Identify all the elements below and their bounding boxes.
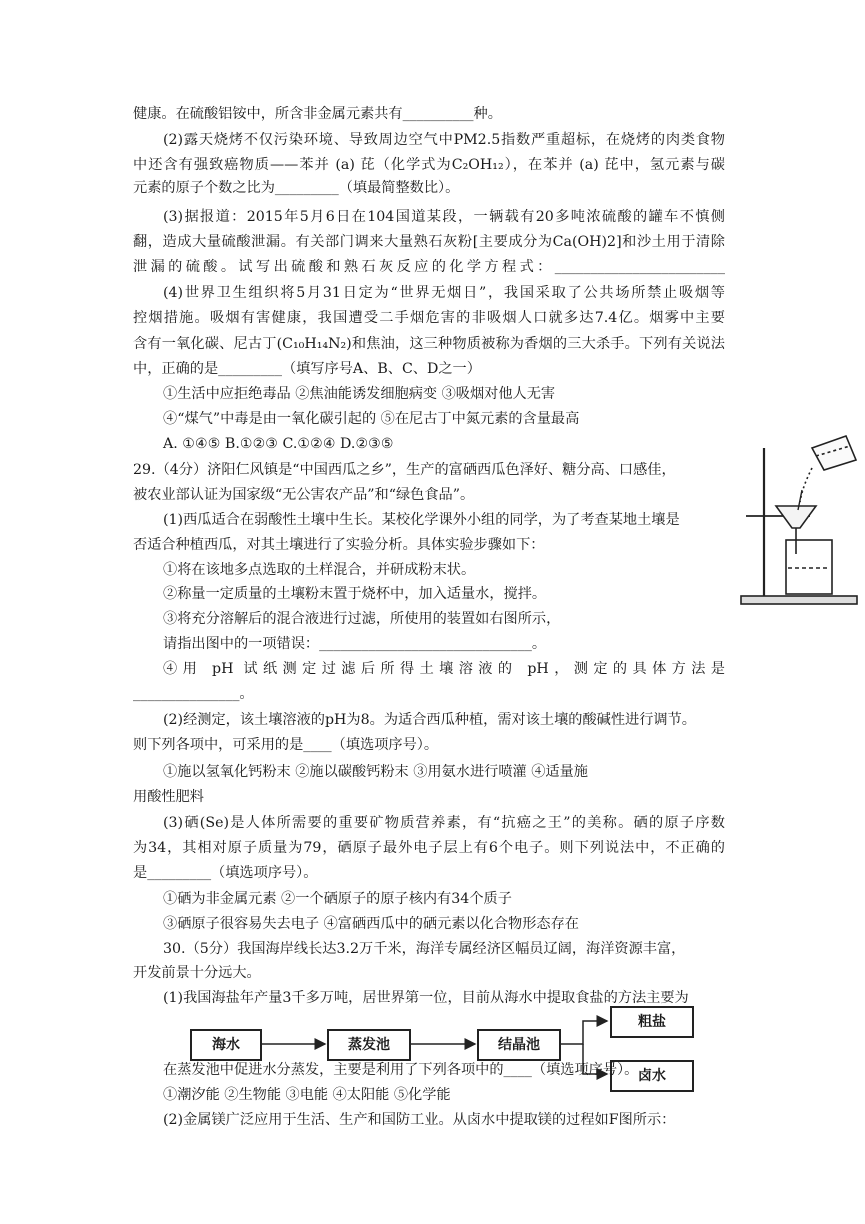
flow-box-brine: 卤水: [610, 1060, 694, 1092]
flow-box-crystallization-pond: 结晶池: [477, 1029, 561, 1061]
flow-box-seawater: 海水: [190, 1029, 262, 1061]
text-line: 含有一氧化碳、尼古丁(C₁₀H₁₄N₂)和焦油，这三种物质被称为香烟的三大杀手。下列有关说法: [133, 336, 725, 352]
beaker: [786, 540, 832, 594]
choice-line: A. ①④⑤ B.①②③ C.①②④ D.②③⑤: [163, 436, 394, 452]
text-line: (2)露天烧烤不仅污染环境、导致周边空气中PM2.5指数严重超标，在烧烤的肉类食物: [163, 132, 725, 148]
text-line: 请指出图中的一项错误：______________________________。: [163, 636, 547, 652]
option-line: ③硒原子很容易失去电子 ④富硒西瓜中的硒元素以化合物形态存在: [163, 916, 579, 932]
text-line: 健康。在硫酸铝铵中，所含非金属元素共有__________种。: [133, 106, 502, 122]
text-line: 在蒸发池中促进水分蒸发，主要是利用了下列各项中的____（填选项序号）。: [163, 1062, 639, 1078]
option-line: ④“煤气”中毒是由一氧化碳引起的 ⑤在尼古丁中氮元素的含量最高: [163, 411, 580, 427]
flow-box-evaporation-pond: 蒸发池: [327, 1029, 411, 1061]
pouring-beaker: [812, 436, 856, 470]
option-line: ①潮汐能 ②生物能 ③电能 ④太阳能 ⑤化学能: [163, 1087, 451, 1103]
question-30-line: 30.（5分）我国海岸线长达3.2万千米，海洋专属经济区幅员辽阔，海洋资源丰富，: [163, 941, 686, 957]
apparatus-base: [741, 596, 857, 604]
text-line: (3)据报道：2015年5月6日在104国道某段，一辆载有20多吨浓硫酸的罐车不慎侧: [163, 209, 725, 225]
option-line: ①硒为非金属元素 ②一个硒原子的原子核内有34个质子: [163, 891, 512, 907]
text-line: 被农业部认证为国家级“无公害农产品”和“绿色食品”。: [133, 487, 475, 503]
text-line: ③将充分溶解后的混合液进行过滤，所使用的装置如右图所示，: [163, 611, 561, 627]
option-line: ①生活中应拒绝毒品 ②焦油能诱发细胞病变 ③吸烟对他人无害: [163, 386, 556, 402]
text-line: 则下列各项中，可采用的是____（填选项序号）。: [133, 737, 439, 753]
text-line: (1)我国海盐年产量3千多万吨，居世界第一位，目前从海水中提取食盐的方法主要为: [163, 990, 689, 1006]
text-line: (2)金属镁广泛应用于生活、生产和国防工业。从卤水中提取镁的过程如F图所示：: [163, 1112, 676, 1128]
text-line: ②称量一定质量的土壤粉末置于烧杯中，加入适量水，搅拌。: [163, 586, 547, 602]
text-line: 开发前景十分远大。: [133, 965, 261, 981]
text-line: 中，正确的是_________（填写序号A、B、C、D之一）: [133, 361, 481, 377]
text-line: 翻，造成大量硫酸泄漏。有关部门调来大量熟石灰粉[主要成分为Ca(OH)2]和沙土用于清除: [133, 234, 725, 250]
text-line: (3)硒(Se)是人体所需要的重要矿物质营养素，有“抗癌之王”的美称。硒的原子序数: [163, 815, 725, 831]
sea-salt-flow-diagram: [190, 1014, 710, 1094]
funnel: [776, 506, 816, 528]
filtration-apparatus-illustration: [738, 428, 860, 608]
text-line: 元素的原子个数之比为_________（填最简整数比）。: [133, 180, 460, 196]
text-line: ④用 pH 试纸测定过滤后所得土壤溶液的 pH，测定的具体方法是: [163, 661, 725, 677]
text-line: _______________。: [133, 686, 254, 702]
arrow-to-crude-salt: [560, 1021, 607, 1044]
text-line: (4)世界卫生组织将5月31日定为“世界无烟日”，我国采取了公共场所禁止吸烟等: [163, 285, 725, 301]
liquid-stream: [800, 468, 812, 502]
text-line: ①将在该地多点选取的土样混合，并研成粉末状。: [163, 562, 476, 578]
text-line: 控烟措施。吸烟有害健康，我国遭受二手烟危害的非吸烟人口就多达7.4亿。烟雾中主要: [133, 310, 725, 326]
text-line: 是_________（填选项序号）。: [133, 865, 318, 881]
text-line: (2)经测定，该土壤溶液的pH为8。为适合西瓜种植，需对该土壤的酸碱性进行调节。: [163, 712, 696, 728]
text-line: 泄漏的硫酸。试写出硫酸和熟石灰反应的化学方程式：________________________: [133, 259, 725, 275]
text-line: 中还含有强致癌物质——苯并 (a) 芘（化学式为C₂OH₁₂），在苯并 (a) 芘中，氢元素与碳: [133, 157, 725, 173]
text-line: 否适合种植西瓜，对其土壤进行了实验分析。具体实验步骤如下：: [133, 537, 545, 553]
text-line: 为34，其相对原子质量为79，硒原子最外电子层上有6个电子。则下列说法中，不正确的: [133, 840, 725, 856]
question-29-line: 29.（4分）济阳仁风镇是“中国西瓜之乡”，生产的富硒西瓜色泽好、糖分高、口感佳，: [133, 462, 676, 478]
option-line: ①施以氢氧化钙粉末 ②施以碳酸钙粉末 ③用氨水进行喷灌 ④适量施: [163, 764, 588, 780]
flow-box-crude-salt: 粗盐: [610, 1006, 694, 1038]
text-line: 用酸性肥料: [133, 789, 204, 805]
text-line: (1)西瓜适合在弱酸性土壤中生长。某校化学课外小组的同学，为了考查某地土壤是: [163, 512, 680, 528]
